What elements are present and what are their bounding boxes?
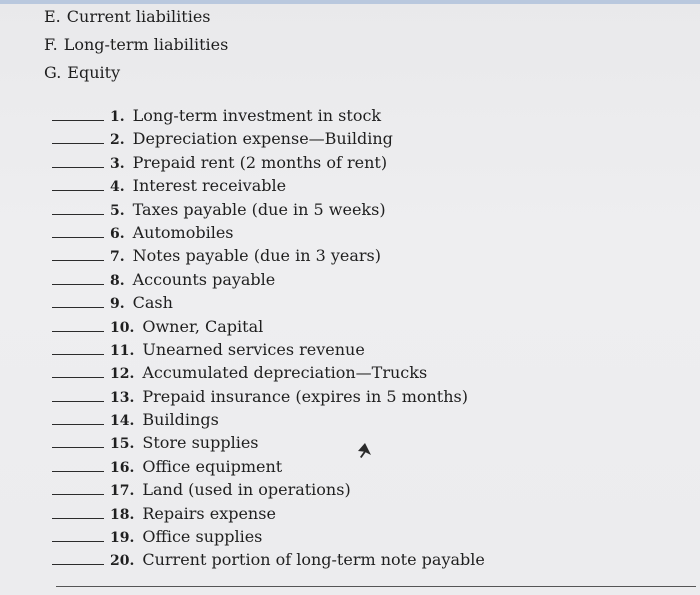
item-number: 1. <box>110 109 125 125</box>
list-item <box>52 293 692 316</box>
answer-blank[interactable] <box>52 213 104 215</box>
answer-blank[interactable] <box>52 493 104 495</box>
item-number: 3. <box>110 155 125 172</box>
answer-blank[interactable] <box>52 189 104 191</box>
item-text: Repairs expense <box>142 503 276 523</box>
item-text: Unearned services revenue <box>142 339 365 359</box>
answer-blank[interactable] <box>52 306 104 308</box>
item-number: 20. <box>110 553 135 570</box>
item-number: 14. <box>110 413 135 430</box>
list-item <box>52 200 692 223</box>
answer-blank[interactable] <box>52 166 104 168</box>
item-text: Office supplies <box>142 527 263 547</box>
page-top-edge <box>0 0 700 4</box>
list-item <box>52 176 692 199</box>
list-item <box>52 504 692 527</box>
category-g <box>44 62 228 90</box>
list-item <box>52 270 692 293</box>
item-text: Prepaid insurance (expires in 5 months) <box>142 386 468 406</box>
item-number: 18. <box>110 506 135 523</box>
list-item <box>52 129 692 152</box>
category-list <box>44 6 228 90</box>
list-item <box>52 433 692 456</box>
item-number: 2. <box>110 132 125 149</box>
item-text: Buildings <box>142 410 219 430</box>
category-letter: F. <box>44 35 58 54</box>
category-label: Equity <box>67 63 121 82</box>
item-text: Land (used in operations) <box>142 480 351 500</box>
item-text: Accounts payable <box>132 269 276 289</box>
answer-blank[interactable] <box>52 517 104 519</box>
list-item <box>52 223 692 246</box>
item-number: 10. <box>110 319 135 336</box>
category-label: Current liabilities <box>66 7 211 26</box>
item-number: 13. <box>110 389 135 406</box>
list-item <box>52 363 692 386</box>
item-number: 15. <box>110 436 135 453</box>
list-item <box>52 340 692 363</box>
category-e <box>44 6 228 34</box>
item-text: Store supplies <box>142 433 259 453</box>
item-text: Notes payable (due in 3 years) <box>132 246 381 266</box>
item-text: Taxes payable (due in 5 weeks) <box>132 199 386 219</box>
answer-blank[interactable] <box>52 470 104 472</box>
item-text: Current portion of long-term note payable <box>142 550 485 570</box>
item-text: Accumulated depreciation—Trucks <box>142 363 428 383</box>
item-text: Office equipment <box>142 456 283 476</box>
item-text: Depreciation expense—Building <box>132 129 393 149</box>
item-number: 6. <box>110 225 125 242</box>
list-item <box>52 480 692 503</box>
list-item <box>52 410 692 433</box>
item-number: 11. <box>110 342 135 359</box>
answer-blank[interactable] <box>52 400 104 402</box>
answer-blank[interactable] <box>52 119 104 121</box>
classification-item-list <box>52 106 692 574</box>
item-text: Prepaid rent (2 months of rent) <box>132 152 388 172</box>
item-number: 5. <box>110 202 125 219</box>
list-item <box>52 246 692 269</box>
list-item <box>52 387 692 410</box>
answer-blank[interactable] <box>52 330 104 332</box>
answer-blank[interactable] <box>52 446 104 448</box>
list-item <box>52 317 692 340</box>
item-text: Automobiles <box>132 222 234 242</box>
item-number: 19. <box>110 530 135 547</box>
category-letter: G. <box>44 63 62 82</box>
answer-blank[interactable] <box>52 563 104 565</box>
list-item <box>52 550 692 573</box>
answer-blank[interactable] <box>52 423 104 425</box>
answer-blank[interactable] <box>52 353 104 355</box>
list-item <box>52 457 692 480</box>
item-text: Owner, Capital <box>142 316 264 336</box>
list-item <box>52 153 692 176</box>
category-letter: E. <box>44 7 61 26</box>
item-number: 16. <box>110 459 135 476</box>
item-text: Interest receivable <box>132 176 287 196</box>
answer-blank[interactable] <box>52 236 104 238</box>
list-item <box>52 527 692 550</box>
answer-blank[interactable] <box>52 376 104 378</box>
item-text: Long-term investment in stock <box>132 106 382 125</box>
answer-blank[interactable] <box>52 540 104 542</box>
answer-blank[interactable] <box>52 283 104 285</box>
item-number: 7. <box>110 249 125 266</box>
item-number: 8. <box>110 272 125 289</box>
answer-blank[interactable] <box>52 142 104 144</box>
list-item <box>52 106 692 129</box>
answer-blank[interactable] <box>52 259 104 261</box>
item-number: 4. <box>110 179 125 196</box>
item-text: Cash <box>132 293 173 313</box>
item-number: 9. <box>110 296 125 313</box>
category-label: Long-term liabilities <box>63 35 229 54</box>
page-bottom-rule <box>56 586 696 587</box>
item-number: 12. <box>110 366 135 383</box>
item-number: 17. <box>110 483 135 500</box>
category-f <box>44 34 228 62</box>
